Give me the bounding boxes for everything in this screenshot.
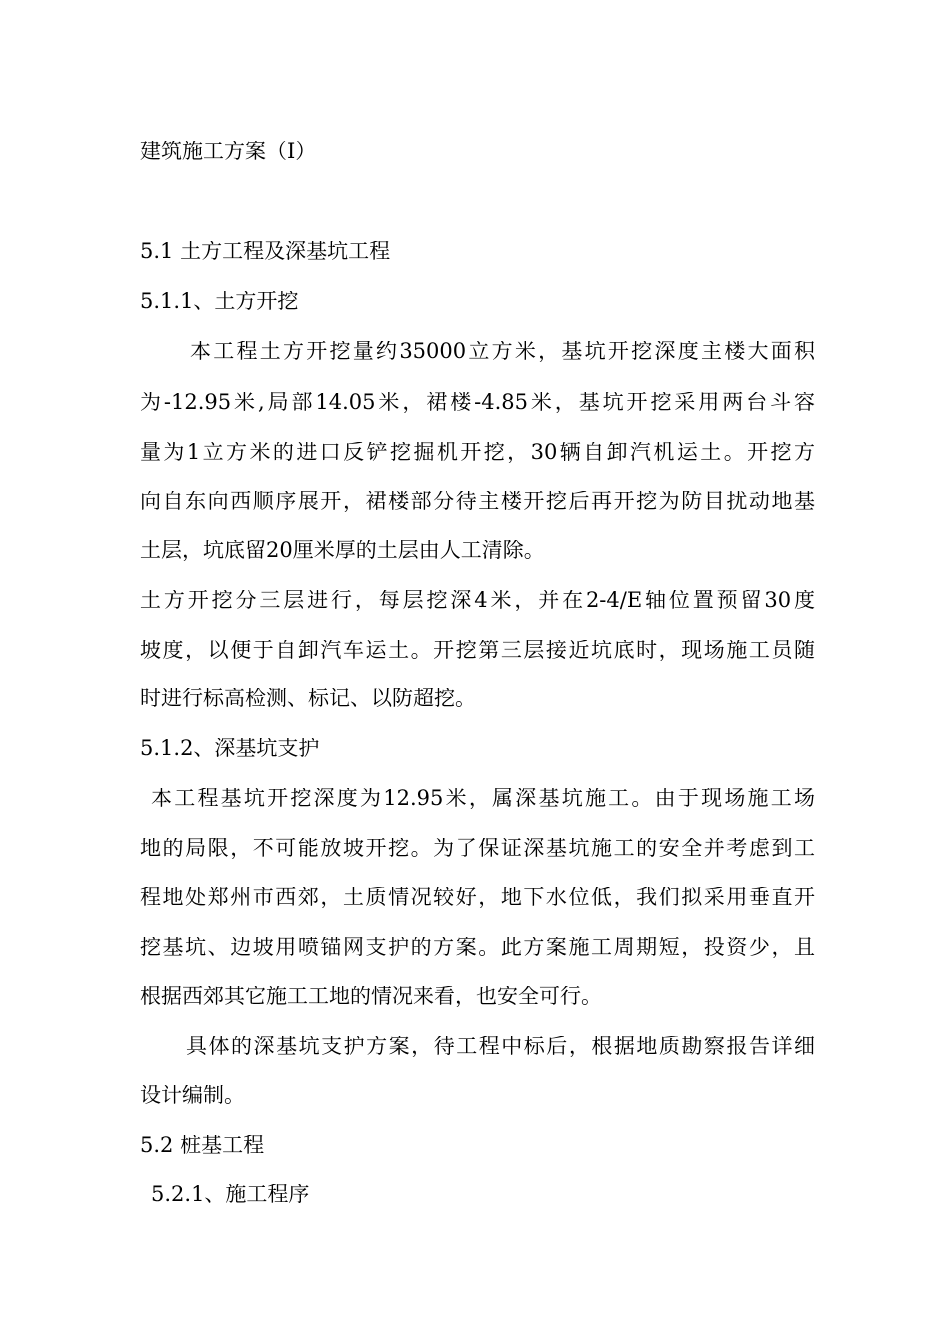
paragraph-line: 挖基坑、边坡用喷锚网支护的方案。此方案施工周期短，投资少，且 bbox=[140, 937, 815, 958]
subsection-heading-5-1-1: 5.1.1、土方开挖 bbox=[140, 291, 299, 312]
paragraph-line: 向自东向西顺序展开，裙楼部分待主楼开挖后再开挖为防目扰动地基 bbox=[140, 491, 815, 512]
paragraph-line: 地的局限，不可能放坡开挖。为了保证深基坑施工的安全并考虑到工 bbox=[140, 838, 815, 859]
paragraph-line: 具体的深基坑支护方案，待工程中标后，根据地质勘察报告详细 bbox=[186, 1036, 815, 1057]
paragraph-line: 根据西郊其它施工工地的情况来看，也安全可行。 bbox=[140, 986, 602, 1007]
document-title: 建筑施工方案（I） bbox=[140, 141, 317, 162]
paragraph-line: 为-12.95米,局部14.05米，裙楼-4.85米，基坑开挖采用两台斗容 bbox=[140, 392, 815, 413]
subsection-heading-5-2-1: 5.2.1、施工程序 bbox=[151, 1184, 310, 1205]
section-heading-5-1: 5.1 土方工程及深基坑工程 bbox=[140, 241, 391, 262]
subsection-heading-5-1-2: 5.1.2、深基坑支护 bbox=[140, 738, 320, 759]
paragraph-line: 坡度，以便于自卸汽车运土。开挖第三层接近坑底时，现场施工员随 bbox=[140, 640, 815, 661]
paragraph-line: 设计编制。 bbox=[140, 1085, 245, 1106]
paragraph-line: 程地处郑州市西郊，土质情况较好，地下水位低，我们拟采用垂直开 bbox=[140, 887, 815, 908]
paragraph-line: 量为1立方米的进口反铲挖掘机开挖，30辆自卸汽机运土。开挖方 bbox=[140, 442, 815, 463]
section-heading-5-2: 5.2 桩基工程 bbox=[140, 1135, 265, 1156]
paragraph-line: 土方开挖分三层进行，每层挖深4米，并在2-4/E轴位置预留30度 bbox=[140, 590, 815, 611]
paragraph-line: 土层，坑底留20厘米厚的土层由人工清除。 bbox=[140, 540, 545, 561]
paragraph-line: 本工程土方开挖量约35000立方米，基坑开挖深度主楼大面积 bbox=[190, 341, 815, 362]
paragraph-line: 本工程基坑开挖深度为12.95米，属深基坑施工。由于现场施工场 bbox=[151, 788, 815, 809]
paragraph-line: 时进行标高检测、标记、以防超挖。 bbox=[140, 688, 476, 709]
